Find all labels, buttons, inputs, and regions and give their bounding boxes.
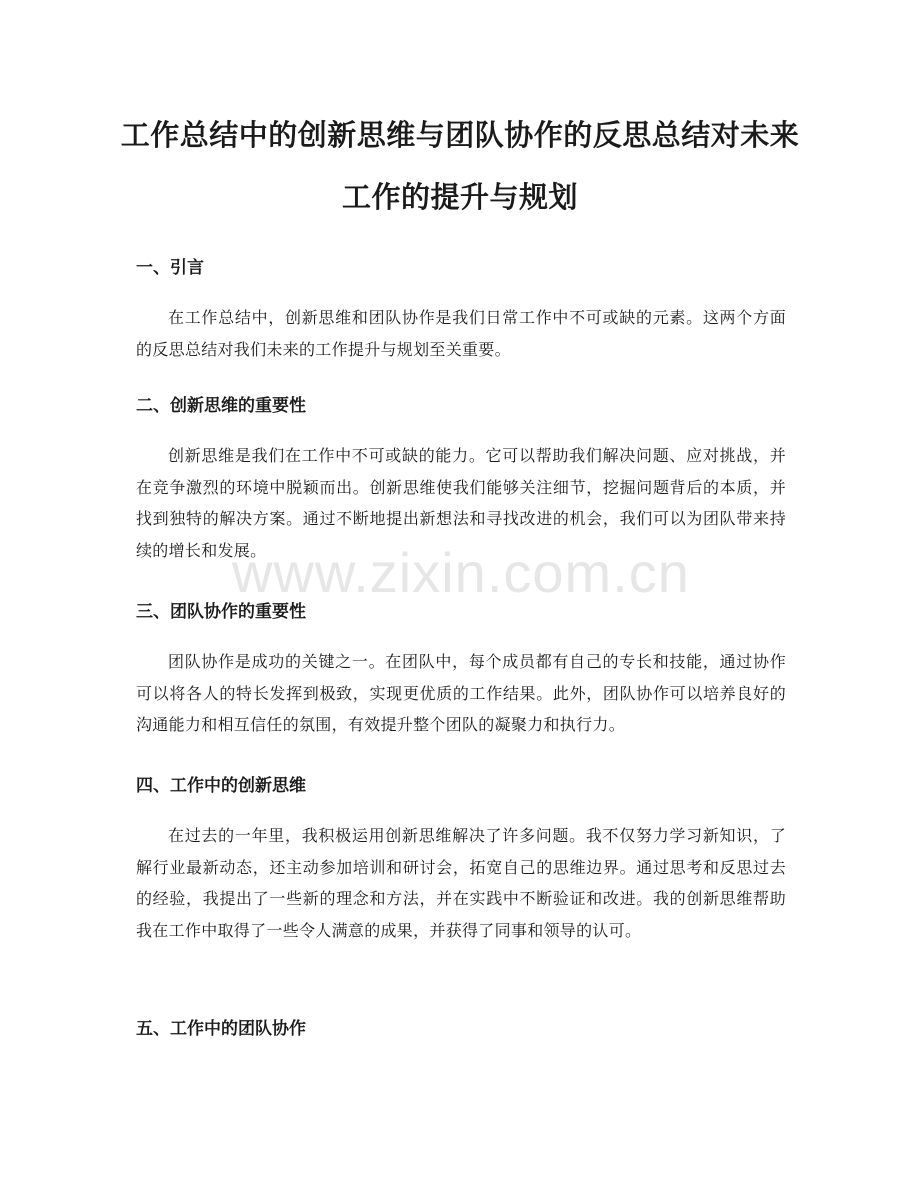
section-body-innovation-importance: 创新思维是我们在工作中不可或缺的能力。它可以帮助我们解决问题、应对挑战，并在竞争激烈的环境中脱颖而出。创新思维使我们能够关注细节，挖掘问题背后的本质，并找到独特的解决方案。通过不断地提出新想法和寻找改进的机会，我们可以为团队带来持续的增长和发展。 (136, 446, 786, 560)
section-body-teamwork-importance: 团队协作是成功的关键之一。在团队中，每个成员都有自己的专长和技能，通过协作可以将各人的特长发挥到极致，实现更优质的工作结果。此外，团队协作可以培养良好的沟通能力和相互信任的氛围，有效提升整个团队的凝聚力和执行力。 (136, 652, 786, 734)
section-heading-teamwork-importance: 三、团队协作的重要性 (136, 602, 306, 622)
section-heading-innovation-at-work: 四、工作中的创新思维 (136, 776, 306, 796)
section-heading-innovation-importance: 二、创新思维的重要性 (136, 396, 306, 416)
section-body-introduction: 在工作总结中，创新思维和团队协作是我们日常工作中不可或缺的元素。这两个方面的反思总结对我们未来的工作提升与规划至关重要。 (136, 308, 786, 359)
section-heading-teamwork-at-work: 五、工作中的团队协作 (136, 1019, 306, 1039)
section-heading-introduction: 一、引言 (136, 258, 204, 278)
document-title: 工作总结中的创新思维与团队协作的反思总结对未来工作的提升与规划 (120, 118, 800, 214)
watermark: www.zixin.com.cn (232, 541, 690, 604)
section-body-innovation-at-work: 在过去的一年里，我积极运用创新思维解决了许多问题。我不仅努力学习新知识，了解行业最新动态，还主动参加培训和研讨会，拓宽自己的思维边界。通过思考和反思过去的经验，我提出了一些新的理念和方法，并在实践中不断验证和改进。我的创新思维帮助我在工作中取得了一些令人满意的成果，并获得了同事和领导的认可。 (136, 826, 786, 940)
